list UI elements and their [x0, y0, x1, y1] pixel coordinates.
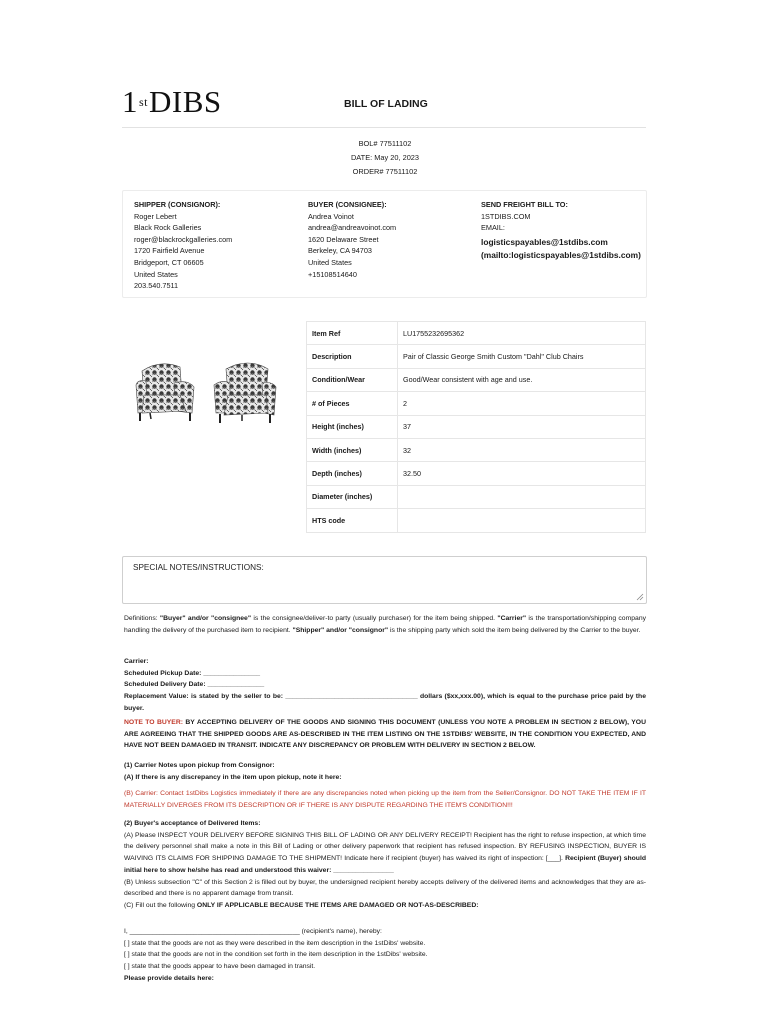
definitions-text: Definitions: — [124, 615, 160, 622]
checkbox-damaged[interactable]: [ ] state that the goods appear to have been damaged in transit. — [124, 963, 316, 971]
resize-grip-icon[interactable] — [636, 593, 644, 601]
item-label: Description — [307, 345, 398, 368]
definitions-text: is the shipping party which sold the item being delivered by the Carrier to the buyer. — [388, 626, 641, 634]
buyer-heading: BUYER (CONSIGNEE): — [308, 200, 387, 209]
section-2-c — [124, 900, 646, 912]
shipper-line: 203.540.7511 — [134, 281, 179, 291]
section-2-b: (B) Unless subsection "C" of this Section 2 is filled out by buyer, the undersigned recipient hereby accepts delivery of the delivered items and acknowledges that they are as-described and there is no apparent damage from transit. — [124, 878, 646, 898]
freight-email[interactable]: logisticspayables@1stdibs.com — [481, 236, 608, 247]
item-value — [398, 485, 646, 508]
buyer-block — [308, 199, 396, 280]
table-row — [307, 322, 646, 345]
shipper-heading: SHIPPER (CONSIGNOR): — [134, 200, 221, 209]
right-chair — [214, 363, 276, 423]
shipper-line: Roger Lebert — [134, 211, 177, 221]
table-row — [307, 368, 646, 391]
freight-line: EMAIL: — [481, 223, 505, 233]
item-value: 32.50 — [398, 462, 646, 485]
item-label: Height (inches) — [307, 415, 398, 438]
note-to-buyer — [124, 717, 646, 752]
buyer-line: United States — [308, 257, 352, 267]
buyer-line: 1620 Delaware Street — [308, 234, 379, 244]
table-row — [307, 345, 646, 368]
logo-text-right: DIBS — [149, 84, 222, 119]
table-row — [307, 392, 646, 415]
header-divider — [122, 127, 646, 128]
section-2-c-text: (C) Fill out the following — [124, 901, 197, 909]
item-label: # of Pieces — [307, 392, 398, 415]
shipper-line: United States — [134, 269, 178, 279]
definitions-term: "Buyer" and/or "consignee" — [159, 615, 252, 622]
section-2-a-text: (A) Please INSPECT YOUR DELIVERY BEFORE SIGNING THIS BILL OF LADING OR ANY DELIVERY RECEIPT! Recipient has the right to refuse inspection, at which time the delivery personnel shall make a note in this Bill of Lading or other delivery paperwork that recipient has refused inspection. BY REFUSING INSPECTION, BUYER IS WAIVING ITS CLAIMS FOR SHIPPING DAMAGE TO THE SHIPMENT! Indicate here if recipient (buyer) has waived its right of inspection: [___]. — [124, 831, 646, 863]
item-value: Pair of Classic George Smith Custom "Dahl" Club Chairs — [398, 345, 646, 368]
freight-heading: SEND FREIGHT BILL TO: — [481, 200, 568, 209]
item-value: LU1755232695362 — [398, 322, 646, 345]
note-to-buyer-label: NOTE TO BUYER: — [124, 719, 183, 726]
buyer-line: Berkeley, CA 94703 — [308, 246, 372, 256]
item-value: 2 — [398, 392, 646, 415]
section-1-headings — [124, 760, 646, 783]
buyer-line: andrea@andreavoinot.com — [308, 223, 397, 233]
item-value: Good/Wear consistent with age and use. — [398, 368, 646, 391]
order-number: ORDER# 77511102 — [352, 167, 418, 176]
pickup-date-field[interactable]: Scheduled Pickup Date: _______________ — [124, 669, 261, 677]
shipper-block — [134, 199, 232, 292]
item-details-table — [306, 321, 646, 533]
section-1-subheading: (A) If there is any discrepancy in the item upon pickup, note it here: — [124, 773, 342, 781]
item-label: Depth (inches) — [307, 462, 398, 485]
note-to-buyer-text: BY ACCEPTING DELIVERY OF THE GOODS AND SIGNING THIS DOCUMENT (UNLESS YOU NOTE A PROBLEM IN SECTION 2 BELOW), YOU ARE AGREEING THAT THE SHIPPED GOODS ARE AS-DESCRIBED IN THE ITEM LISTING ON THE 1STDIBS' WEBSITE, IN THE CONDITION YOU EXPECTED, AND HAVE NOT BEEN DAMAGED IN TRANSIT. INDICATE ANY DISCREPANCY OR PROBLEM WITH DELIVERY IN SECTION 2 BELOW. — [124, 719, 646, 750]
company-logo — [122, 86, 222, 117]
chairs-image — [130, 355, 280, 429]
document-date: DATE: May 20, 2023 — [350, 153, 420, 162]
item-label: Item Ref — [307, 322, 398, 345]
delivery-date-field[interactable]: Scheduled Delivery Date: _______________ — [124, 681, 265, 689]
carrier-warning: (B) Carrier: Contact 1stDibs Logistics immediately if there are any discrepancies noted when picking up the item from the Seller/Consignor. DO NOT TAKE THE ITEM IF IT MATERIALLY DIVERGES FROM ITS DESCRIPTION OR IF THERE IS ANY DISPUTE REGARDING THE ITEM'S CONDITION!!! — [124, 790, 646, 809]
special-notes-textarea[interactable] — [122, 556, 647, 604]
item-value: 32 — [398, 438, 646, 461]
logo-text-left: 1 — [122, 84, 138, 119]
section-2-c-emphasis: ONLY IF APPLICABLE BECAUSE THE ITEMS ARE DAMAGED OR NOT-AS-DESCRIBED: — [196, 901, 479, 909]
section-2-a — [124, 830, 646, 877]
section-1-heading: (1) Carrier Notes upon pickup from Consignor: — [124, 762, 275, 769]
item-value — [398, 509, 646, 532]
item-label: HTS code — [307, 509, 398, 532]
table-row — [307, 438, 646, 461]
document-title: BILL OF LADING — [344, 98, 428, 110]
special-notes-label: SPECIAL NOTES/INSTRUCTIONS: — [133, 563, 264, 572]
item-label: Diameter (inches) — [307, 485, 398, 508]
item-label: Width (inches) — [307, 438, 398, 461]
definitions-term: "Carrier" — [497, 615, 527, 622]
replacement-value-field[interactable]: Replacement Value: is stated by the seller to be: ___________________________________ dollars ($xx,xxx.00), which is equal to the purchase price paid by the buyer. — [124, 693, 646, 712]
shipper-line: Bridgeport, CT 06605 — [134, 257, 204, 267]
buyer-line: +15108514640 — [308, 269, 357, 279]
definitions-paragraph — [124, 613, 646, 636]
table-row — [307, 462, 646, 485]
waiver-initial-field[interactable]: Recipient (Buyer) should initial here to show he/she has read and understood this waiver: ________________ — [124, 855, 646, 874]
logo-text-sup: st — [139, 95, 149, 109]
carrier-label: Carrier: — [124, 658, 149, 665]
item-label: Condition/Wear — [307, 368, 398, 391]
details-label: Please provide details here: — [124, 974, 214, 982]
item-value: 37 — [398, 415, 646, 438]
recipient-statement — [124, 926, 646, 985]
section-2-heading: (2) Buyer's acceptance of Delivered Items: — [124, 820, 261, 827]
definitions-term: "Shipper" and/or "consignor" — [292, 626, 389, 634]
bol-number: BOL# 77511102 — [358, 139, 412, 148]
checkbox-not-described[interactable]: [ ] state that the goods are not as they were described in the item description in the 1stDibs' website. — [124, 939, 426, 947]
buyer-line: Andrea Voinot — [308, 211, 354, 221]
left-chair — [136, 364, 194, 421]
parties-box — [122, 190, 647, 298]
freight-mailto-link[interactable]: (mailto:logisticspayables@1stdibs.com) — [481, 249, 641, 260]
table-row — [307, 509, 646, 532]
shipper-line: 1720 Fairfield Avenue — [134, 246, 205, 256]
shipper-line: roger@blackrockgalleries.com — [134, 234, 233, 244]
definitions-text: is the consignee/deliver-to party (usually purchaser) for the item being shipped. — [251, 615, 498, 622]
freight-block — [481, 199, 641, 262]
carrier-block — [124, 656, 646, 715]
table-row — [307, 485, 646, 508]
recipient-name-field[interactable]: I, _____________________________________________ (recipient's name), hereby: — [124, 928, 382, 935]
definitions-text: is the transportation/shipping company handling the delivery of the purchased item to recipient. — [124, 615, 646, 634]
checkbox-not-condition[interactable]: [ ] state that the goods are not in the condition set forth in the item description in the 1stDibs' website. — [124, 951, 428, 959]
section-2 — [124, 818, 646, 912]
table-row — [307, 415, 646, 438]
shipper-line: Black Rock Galleries — [134, 223, 202, 233]
freight-line: 1STDIBS.COM — [481, 211, 531, 221]
